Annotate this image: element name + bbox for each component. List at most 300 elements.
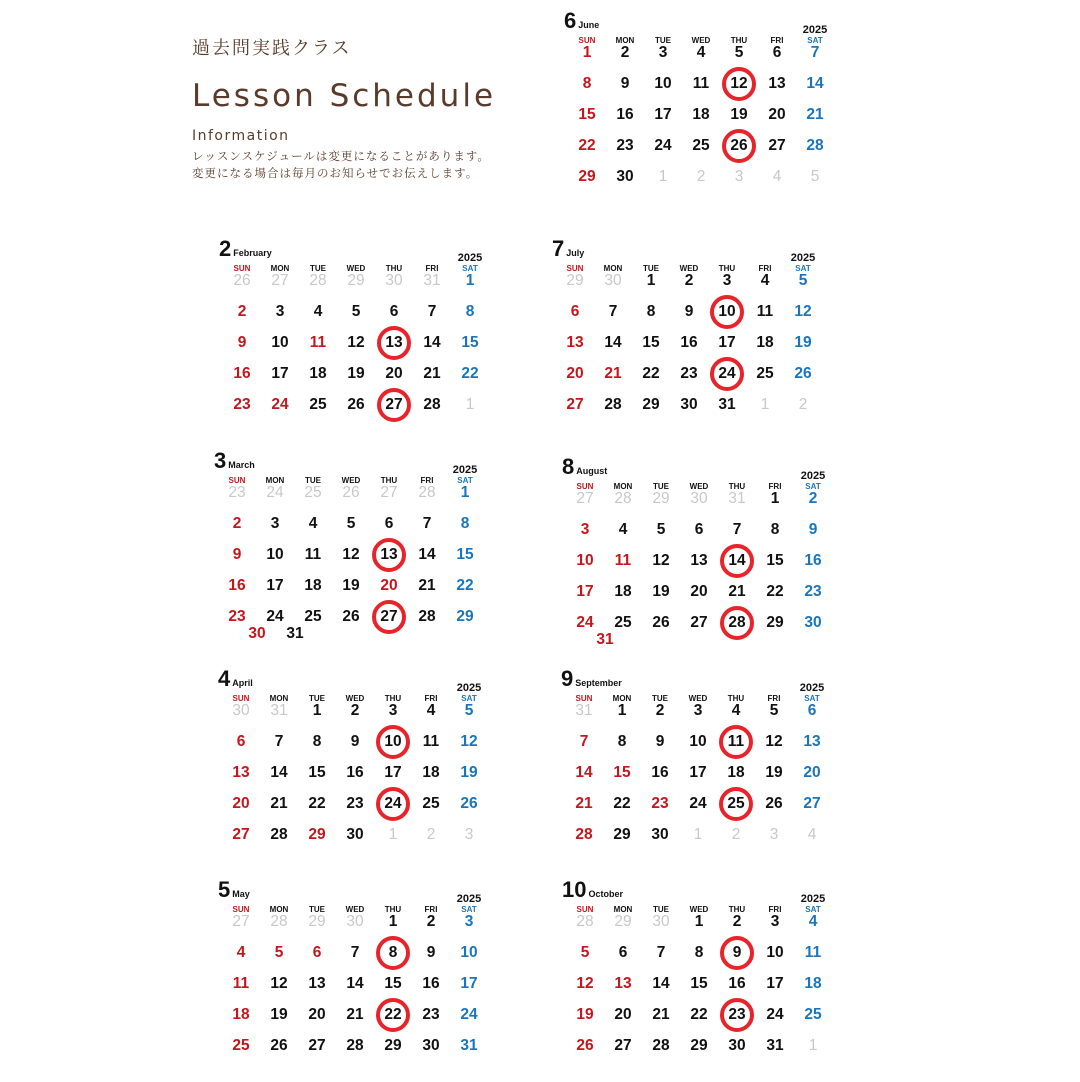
weekday-label: SAT (461, 694, 477, 703)
month-name: March (228, 460, 255, 470)
calendar-day: 5 (274, 944, 284, 961)
calendar-day: 31 (575, 702, 593, 719)
calendar-day: 8 (465, 303, 475, 320)
weekday-label: WED (341, 476, 361, 485)
calendar-day: 7 (656, 944, 666, 961)
weekday-label: SAT (805, 905, 821, 914)
calendar-day: 17 (766, 975, 784, 992)
calendar-day: 3 (658, 44, 668, 61)
calendar-day: 8 (617, 733, 627, 750)
calendar-day: 26 (342, 608, 360, 625)
month-heading (214, 448, 255, 474)
calendar-day: 27 (768, 137, 786, 154)
calendar-day: 16 (651, 764, 669, 781)
calendar-day: 12 (460, 733, 478, 750)
calendar-day: 7 (422, 515, 432, 532)
calendar-day: 3 (275, 303, 285, 320)
calendar-day: 28 (309, 272, 327, 289)
calendar-day: 14 (652, 975, 670, 992)
calendar-day: 16 (804, 552, 822, 569)
calendar-day: 3 (388, 702, 398, 719)
calendar-day: 28 (576, 913, 594, 930)
weekday-label: FRI (424, 694, 438, 703)
weekday-label: SUN (576, 482, 594, 491)
calendar-day: 27 (576, 490, 594, 507)
info-line: 変更になる場合は毎月のお知らせでお伝えします。 (192, 166, 479, 180)
calendar-day: 10 (576, 552, 594, 569)
weekday-label: TUE (653, 482, 669, 491)
calendar-day: 14 (270, 764, 288, 781)
calendar-day: 24 (654, 137, 672, 154)
calendar-day: 6 (570, 303, 580, 320)
weekday-label: TUE (310, 264, 326, 273)
calendar-day: 19 (730, 106, 748, 123)
calendar-day: 9 (620, 75, 630, 92)
calendar-day: 4 (236, 944, 246, 961)
calendar-day: 19 (652, 583, 670, 600)
calendar-day: 12 (765, 733, 783, 750)
month-calendar (552, 236, 822, 441)
weekday-label: WED (345, 694, 365, 703)
calendar-day: 9 (237, 334, 247, 351)
calendar-day: 4 (808, 913, 818, 930)
calendar-day: 27 (566, 396, 584, 413)
calendar-day: 4 (618, 521, 628, 538)
calendar-day: 25 (309, 396, 327, 413)
calendar-day: 26 (652, 614, 670, 631)
calendar-day: 26 (765, 795, 783, 812)
calendar-day: 1 (646, 272, 656, 289)
calendar-day: 8 (582, 75, 592, 92)
year-label: 2025 (790, 252, 816, 264)
calendar-day: 15 (384, 975, 402, 992)
calendar-day: 29 (308, 913, 326, 930)
calendar-day: 30 (422, 1037, 440, 1054)
calendar-day: 5 (798, 272, 808, 289)
calendar-day: 25 (727, 795, 745, 812)
calendar-day: 9 (232, 546, 242, 563)
calendar-day: 14 (575, 764, 593, 781)
calendar-day: 1 (694, 913, 704, 930)
weekday-label: TUE (309, 905, 325, 914)
calendar-day: 24 (689, 795, 707, 812)
calendar-day: 25 (692, 137, 710, 154)
calendar-day: 19 (576, 1006, 594, 1023)
calendar-day: 26 (233, 272, 251, 289)
calendar-day: 14 (418, 546, 436, 563)
calendar-day: 23 (422, 1006, 440, 1023)
calendar-day: 29 (566, 272, 584, 289)
weekday-label: MON (603, 264, 623, 273)
calendar-day: 21 (806, 106, 824, 123)
calendar-day: 21 (418, 577, 436, 594)
weekday-label: FRI (758, 264, 772, 273)
calendar-day: 29 (456, 608, 474, 625)
calendar-day: 31 (460, 1037, 478, 1054)
calendar-day: 18 (232, 1006, 250, 1023)
calendar-day: 16 (728, 975, 746, 992)
page-title: Lesson Schedule (192, 78, 497, 114)
weekday-label: SAT (462, 264, 478, 273)
calendar-day: 29 (652, 490, 670, 507)
calendar-day: 22 (461, 365, 479, 382)
calendar-day: 13 (690, 552, 708, 569)
year-label: 2025 (457, 252, 483, 264)
weekday-label: SUN (578, 36, 596, 45)
calendar-day-extra: 31 (286, 625, 304, 642)
calendar-day: 11 (692, 75, 710, 92)
calendar-day: 4 (760, 272, 770, 289)
calendar-day: 3 (464, 826, 474, 843)
month-number: 4 (218, 666, 231, 691)
calendar-day: 3 (464, 913, 474, 930)
weekday-label: FRI (425, 264, 439, 273)
calendar-day: 17 (718, 334, 736, 351)
calendar-day: 14 (604, 334, 622, 351)
weekday-label: MON (615, 36, 635, 45)
weekday-label: SUN (233, 264, 251, 273)
month-calendar (561, 666, 831, 871)
calendar-day: 6 (618, 944, 628, 961)
month-heading (562, 454, 607, 480)
weekday-label: SUN (232, 694, 250, 703)
calendar-day: 25 (804, 1006, 822, 1023)
calendar-day: 18 (756, 334, 774, 351)
calendar-day: 1 (658, 168, 668, 185)
month-heading (219, 236, 272, 262)
calendar-day: 29 (614, 913, 632, 930)
calendar-day: 29 (384, 1037, 402, 1054)
calendar-day: 22 (308, 795, 326, 812)
calendar-day: 25 (422, 795, 440, 812)
calendar-day: 7 (732, 521, 742, 538)
month-number: 2 (219, 236, 232, 261)
info-line: レッスンスケジュールは変更になることがあります。 (192, 149, 490, 163)
weekday-label: THU (384, 694, 402, 703)
weekday-label: MON (269, 694, 289, 703)
calendar-day: 5 (656, 521, 666, 538)
calendar-day: 12 (794, 303, 812, 320)
calendar-day: 25 (614, 614, 632, 631)
calendar-day: 20 (803, 764, 821, 781)
month-name: June (578, 20, 600, 30)
calendar-day: 17 (384, 764, 402, 781)
month-heading (218, 666, 253, 692)
calendar-day: 7 (274, 733, 284, 750)
weekday-label: THU (728, 482, 746, 491)
weekday-label: TUE (655, 36, 671, 45)
calendar-day: 2 (350, 702, 360, 719)
calendar-day: 20 (690, 583, 708, 600)
calendar-day: 4 (731, 702, 741, 719)
calendar-day: 2 (732, 913, 742, 930)
calendar-day: 19 (347, 365, 365, 382)
calendar-day: 18 (309, 365, 327, 382)
calendar-day: 29 (766, 614, 784, 631)
month-number: 8 (562, 454, 575, 479)
calendar-day: 27 (690, 614, 708, 631)
calendar-day: 2 (655, 702, 665, 719)
calendar-day: 22 (613, 795, 631, 812)
year-label: 2025 (800, 470, 826, 482)
calendar-day: 14 (806, 75, 824, 92)
calendar-day: 2 (696, 168, 706, 185)
month-heading (561, 666, 622, 692)
info-label: Information (192, 128, 290, 144)
year-label: 2025 (452, 464, 478, 476)
calendar-day: 3 (769, 826, 779, 843)
calendar-day: 11 (756, 303, 774, 320)
calendar-day: 28 (418, 608, 436, 625)
weekday-label: TUE (309, 694, 325, 703)
year-label: 2025 (456, 893, 482, 905)
calendar-day: 31 (270, 702, 288, 719)
calendar-day: 5 (580, 944, 590, 961)
calendar-day: 29 (613, 826, 631, 843)
calendar-day: 31 (423, 272, 441, 289)
calendar-day: 15 (461, 334, 479, 351)
calendar-day: 2 (426, 913, 436, 930)
calendar-day: 18 (614, 583, 632, 600)
month-number: 7 (552, 236, 565, 261)
calendar-day: 19 (765, 764, 783, 781)
calendar-day: 1 (465, 272, 475, 289)
weekday-label: SAT (461, 905, 477, 914)
calendar-day: 26 (460, 795, 478, 812)
calendar-day: 27 (271, 272, 289, 289)
calendar-day: 10 (266, 546, 284, 563)
calendar-day: 12 (730, 75, 748, 92)
calendar-day: 23 (804, 583, 822, 600)
calendar-day: 10 (654, 75, 672, 92)
calendar-day: 25 (232, 1037, 250, 1054)
month-name: September (575, 678, 622, 688)
calendar-day: 31 (766, 1037, 784, 1054)
calendar-day: 6 (807, 702, 817, 719)
calendar-day: 16 (422, 975, 440, 992)
calendar-day: 25 (304, 608, 322, 625)
calendar-day: 1 (760, 396, 770, 413)
weekday-label: MON (612, 694, 632, 703)
calendar-day: 20 (380, 577, 398, 594)
calendar-day: 7 (427, 303, 437, 320)
calendar-day: 11 (804, 944, 822, 961)
calendar-day: 12 (652, 552, 670, 569)
calendar-day: 2 (808, 490, 818, 507)
calendar-day: 26 (576, 1037, 594, 1054)
calendar-day: 23 (651, 795, 669, 812)
weekday-label: MON (269, 905, 289, 914)
calendar-day: 8 (388, 944, 398, 961)
calendar-day: 3 (270, 515, 280, 532)
calendar-day: 9 (732, 944, 742, 961)
weekday-label: MON (613, 905, 633, 914)
calendar-day: 27 (308, 1037, 326, 1054)
weekday-label: SUN (228, 476, 246, 485)
calendar-day: 5 (464, 702, 474, 719)
month-heading (564, 8, 599, 34)
calendar-day: 1 (582, 44, 592, 61)
calendar-day: 5 (351, 303, 361, 320)
calendar-day-extra: 31 (596, 631, 614, 648)
calendar-day: 8 (694, 944, 704, 961)
weekday-label: THU (727, 694, 745, 703)
month-number: 6 (564, 8, 577, 33)
weekday-label: SUN (566, 264, 584, 273)
calendar-day: 17 (689, 764, 707, 781)
calendar-day: 22 (690, 1006, 708, 1023)
calendar-day: 1 (693, 826, 703, 843)
weekday-label: THU (385, 264, 403, 273)
calendar-day: 10 (689, 733, 707, 750)
calendar-day: 20 (566, 365, 584, 382)
calendar-day: 15 (613, 764, 631, 781)
calendar-day: 27 (380, 484, 398, 501)
calendar-day: 7 (579, 733, 589, 750)
weekday-label: THU (384, 905, 402, 914)
calendar-day: 16 (346, 764, 364, 781)
calendar-day: 4 (772, 168, 782, 185)
calendar-day: 21 (652, 1006, 670, 1023)
calendar-day: 28 (806, 137, 824, 154)
calendar-day: 25 (304, 484, 322, 501)
calendar-day: 22 (384, 1006, 402, 1023)
weekday-label: SUN (232, 905, 250, 914)
calendar-day: 21 (423, 365, 441, 382)
calendar-day: 16 (228, 577, 246, 594)
calendar-day: 15 (642, 334, 660, 351)
weekday-label: TUE (652, 694, 668, 703)
calendar-day: 29 (347, 272, 365, 289)
calendar-day: 24 (266, 608, 284, 625)
calendar-day: 23 (616, 137, 634, 154)
calendar-day: 28 (614, 490, 632, 507)
weekday-label: FRI (770, 36, 784, 45)
calendar-day: 28 (652, 1037, 670, 1054)
weekday-label: SAT (807, 36, 823, 45)
calendar-day: 30 (346, 913, 364, 930)
weekday-label: FRI (424, 905, 438, 914)
calendar-day: 7 (608, 303, 618, 320)
calendar-day: 9 (808, 521, 818, 538)
weekday-label: TUE (643, 264, 659, 273)
calendar-day: 7 (350, 944, 360, 961)
calendar-day: 8 (460, 515, 470, 532)
calendar-day: 1 (770, 490, 780, 507)
year-label: 2025 (456, 682, 482, 694)
month-number: 3 (214, 448, 227, 473)
weekday-label: SAT (795, 264, 811, 273)
calendar-day: 18 (727, 764, 745, 781)
calendar-day: 11 (422, 733, 440, 750)
month-number: 10 (562, 877, 587, 902)
calendar-day: 12 (576, 975, 594, 992)
calendar-day: 14 (728, 552, 746, 569)
weekday-label: WED (689, 482, 709, 491)
calendar-day: 26 (270, 1037, 288, 1054)
calendar-day: 21 (575, 795, 593, 812)
weekday-label: MON (613, 482, 633, 491)
calendar-day: 30 (604, 272, 622, 289)
calendar-day: 27 (803, 795, 821, 812)
calendar-day: 3 (580, 521, 590, 538)
calendar-day: 4 (313, 303, 323, 320)
year-label: 2025 (799, 682, 825, 694)
calendar-day: 3 (722, 272, 732, 289)
month-name: July (566, 248, 585, 258)
info-text (192, 148, 552, 182)
calendar-day: 13 (768, 75, 786, 92)
month-calendar (214, 448, 484, 653)
calendar-day: 28 (270, 826, 288, 843)
calendar-day: 30 (651, 826, 669, 843)
weekday-label: THU (728, 905, 746, 914)
calendar-day: 17 (266, 577, 284, 594)
weekday-label: WED (679, 264, 699, 273)
calendar-day: 26 (342, 484, 360, 501)
weekday-label: WED (689, 905, 709, 914)
month-heading (218, 877, 250, 903)
weekday-label: MON (270, 264, 290, 273)
calendar-day: 16 (616, 106, 634, 123)
weekday-label: SAT (457, 476, 473, 485)
calendar-day: 29 (642, 396, 660, 413)
calendar-day: 23 (233, 396, 251, 413)
calendar-day: 1 (388, 826, 398, 843)
calendar-day: 19 (270, 1006, 288, 1023)
weekday-label: FRI (767, 694, 781, 703)
calendar-day: 29 (578, 168, 596, 185)
calendar-day: 10 (384, 733, 402, 750)
calendar-day: 24 (460, 1006, 478, 1023)
calendar-day: 20 (768, 106, 786, 123)
weekday-label: MON (265, 476, 285, 485)
calendar-day: 30 (652, 913, 670, 930)
weekday-label: FRI (768, 905, 782, 914)
calendar-day: 21 (270, 795, 288, 812)
calendar-day: 2 (426, 826, 436, 843)
calendar-day: 17 (576, 583, 594, 600)
calendar-day: 1 (312, 702, 322, 719)
calendar-day: 16 (680, 334, 698, 351)
calendar-day: 19 (460, 764, 478, 781)
calendar-day: 14 (423, 334, 441, 351)
calendar-day: 11 (309, 334, 327, 351)
weekday-label: SAT (805, 482, 821, 491)
calendar-day: 4 (696, 44, 706, 61)
calendar-day: 13 (803, 733, 821, 750)
calendar-day: 16 (233, 365, 251, 382)
class-name: 過去問実践クラス (192, 38, 352, 59)
calendar-day: 20 (614, 1006, 632, 1023)
weekday-label: THU (730, 36, 748, 45)
weekday-label: THU (380, 476, 398, 485)
calendar-day: 22 (456, 577, 474, 594)
calendar-day: 30 (616, 168, 634, 185)
calendar-day: 5 (734, 44, 744, 61)
calendar-day: 23 (728, 1006, 746, 1023)
weekday-label: SUN (575, 694, 593, 703)
calendar-day-extra: 30 (248, 625, 266, 642)
calendar-day: 27 (614, 1037, 632, 1054)
weekday-label: WED (688, 694, 708, 703)
weekday-label: WED (691, 36, 711, 45)
calendar-day: 5 (810, 168, 820, 185)
calendar-day: 8 (646, 303, 656, 320)
weekday-label: WED (345, 905, 365, 914)
calendar-day: 6 (384, 515, 394, 532)
calendar-day: 12 (347, 334, 365, 351)
